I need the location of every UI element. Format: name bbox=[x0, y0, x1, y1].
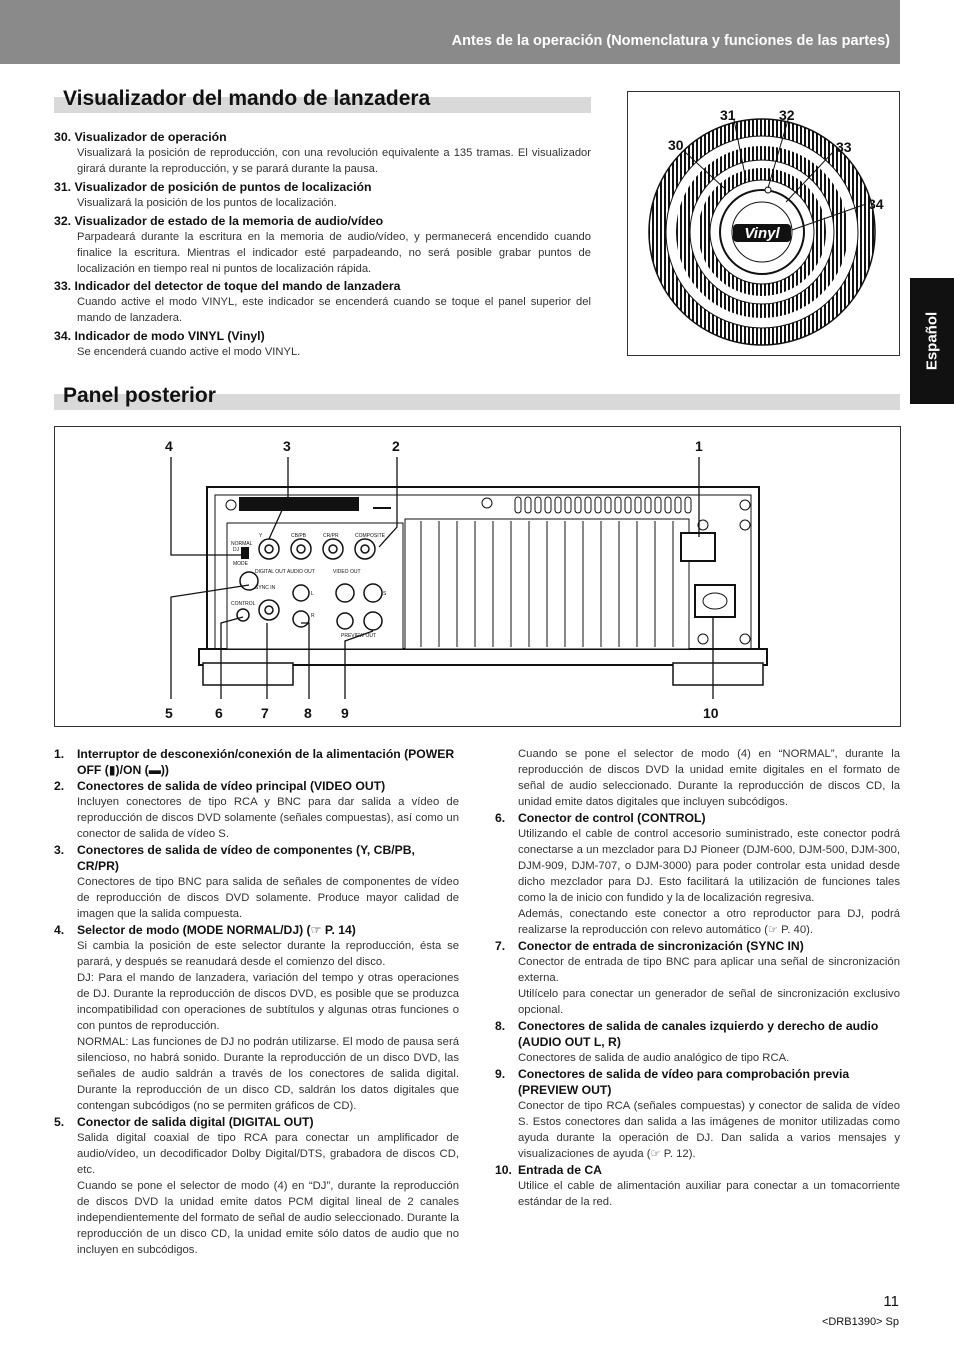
rear-panel-illustration bbox=[55, 427, 900, 726]
svg-text:Vinyl: Vinyl bbox=[744, 225, 780, 242]
label-dj: DJ bbox=[233, 547, 240, 553]
jog-dial-figure bbox=[627, 91, 900, 356]
label-digital-out: DIGITAL OUT bbox=[255, 569, 286, 575]
callout-31: 31 bbox=[720, 107, 736, 123]
right-column bbox=[495, 746, 900, 1210]
item-32: 32. Visualizador de estado de la memoria de audio/vídeo Parpadeará durante la escritura en la memoria de audio/vídeo, y permanecerá encendido cuando finalice la escritura. Mientras el indicador esté parpadeando, no será posible grabar puntos de localización en tiempo real ni puntos de localización rápida. bbox=[54, 214, 591, 275]
item-8: 8. Conectores de salida de canales izquierdo y derecho de audio (AUDIO OUT L, R) Conectores de salida de audio analógico de tipo RCA. bbox=[495, 1019, 879, 1064]
callout-5: 5 bbox=[165, 705, 173, 721]
item-5: 5. Conector de salida digital (DIGITAL OUT) Salida digital coaxial de tipo RCA para conectar un amplificador de audio/vídeo, un decodificador Dolby Digital/DTS, grabadora de discos CD, etc. Cuando se pone el selector de modo (4) en “DJ”, durante la reproducción de discos DVD la unidad emite datos PCM digital lineal de 2 canales independientemente del formato de señal de audio seleccionado. Durante la reproducción de un disco CD, la unidad emite sólo datos de audio que no incluyen en subcódigos. bbox=[54, 1115, 459, 1256]
item-4: 4. Selector de modo (MODE NORMAL/DJ) (☞ P. 14) Si cambia la posición de este selector durante la reproducción, ésta se parará, y después se reanudará desde el comienzo del disco. DJ: Para el mando de lanzadera, variación del tempo y otras operaciones de DJ. Durante la reproducción de discos DVD, es posible que se produzca incompatibilidad con operaciones de subtítulos y algunas otras funciones o con puntos de reproducción. NORMAL: Las funciones de DJ no podrán utilizarse. El modo de pausa será silencioso, no habrá sonido. Durante la reproducción de un disco DVD, las señales de audio saldrán a través de los conectores de salida digital. Durante la reproducción de un disco CD, saldrán los datos digitales que contengan subcódigos (no se permiten gráficos de CD). bbox=[54, 923, 459, 1112]
left-column bbox=[54, 746, 459, 1258]
rear-panel-figure bbox=[54, 426, 901, 727]
callout-8: 8 bbox=[304, 705, 312, 721]
label-cb: CB/PB bbox=[291, 533, 307, 539]
label-mode: MODE bbox=[233, 561, 248, 567]
callout-10: 10 bbox=[703, 705, 719, 721]
jog-dial-illustration bbox=[628, 92, 899, 355]
callout-30: 30 bbox=[668, 137, 684, 153]
language-tab-label: Español bbox=[923, 311, 941, 371]
label-audio-out: AUDIO OUT bbox=[287, 569, 315, 575]
callout-34: 34 bbox=[868, 196, 884, 212]
label-cr: CR/PR bbox=[323, 533, 339, 539]
section-title-rear-panel: Panel posterior bbox=[54, 394, 900, 410]
callout-7: 7 bbox=[261, 705, 269, 721]
label-r: R bbox=[311, 613, 315, 619]
item-9: 9. Conectores de salida de vídeo para comprobación previa (PREVIEW OUT) Conector de tipo RCA (señales compuestas) y conector de salida de vídeo S. Estos conectores dan salida a las imágenes de monitor utilizadas como ayuda durante la operación de DJ. Dan salida a varios mensajes y visualizaciones de ayuda (☞ P. 12). bbox=[495, 1067, 900, 1160]
label-y: Y bbox=[259, 533, 263, 539]
label-video-out: VIDEO OUT bbox=[333, 569, 361, 575]
item-3: 3. Conectores de salida de vídeo de componentes (Y, CB/PB, CR/PR) Conectores de tipo BNC para salida de señales de componentes de vídeo de reproducción de discos DVD solamente. Produce mayor calidad de imagen que la salida compuesta. bbox=[54, 843, 459, 920]
label-sync-in: SYNC IN bbox=[255, 585, 276, 591]
item-34: 34. Indicador de modo VINYL (Vinyl) Se encenderá cuando active el modo VINYL. bbox=[54, 329, 301, 358]
item-10: 10. Entrada de CA Utilice el cable de alimentación auxiliar para conectar a un tomacorriente estándar de la red. bbox=[495, 1163, 900, 1208]
section-title-shuttle: Visualizador del mando de lanzadera bbox=[54, 97, 591, 113]
document-code: <DRB1390> Sp bbox=[821, 1316, 899, 1328]
item-1: 1. Interruptor de desconexión/conexión de la alimentación (POWER OFF (▮)/ON (▬)) bbox=[54, 747, 455, 777]
page-number: 11 bbox=[883, 1293, 899, 1310]
header-title: Antes de la operación (Nomenclatura y funciones de las partes) bbox=[451, 33, 890, 49]
callout-32: 32 bbox=[779, 107, 795, 123]
label-control: CONTROL bbox=[231, 601, 256, 607]
digital-out-normal-note: Cuando se pone el selector de modo (4) en “NORMAL”, durante la reproducción de discos DVD la unidad emite digitales en el formato de señal de audio seleccionado. Durante la reproducción de discos CD, la unidad emite datos digitales que incluyen subcódigos. bbox=[518, 748, 900, 808]
callout-3: 3 bbox=[283, 438, 291, 454]
callout-33: 33 bbox=[836, 139, 852, 155]
callout-2: 2 bbox=[392, 438, 400, 454]
label-s: S bbox=[383, 591, 387, 597]
label-normal: NORMAL bbox=[231, 541, 253, 547]
language-tab bbox=[910, 278, 954, 404]
callout-9: 9 bbox=[341, 705, 349, 721]
label-l: L bbox=[311, 591, 314, 597]
callout-1: 1 bbox=[695, 438, 703, 454]
item-33: 33. Indicador del detector de toque del mando de lanzadera Cuando active el modo VINYL, este indicador se encenderá cuando se toque el panel superior del mando de lanzadera. bbox=[54, 279, 591, 324]
item-6: 6. Conector de control (CONTROL) Utilizando el cable de control accesorio suministrado, este conector podrá conectarse a un mezclador para DJ Pioneer (DJM-600, DJM-500, DJM-300, DJM-909, DJM-707, o DJM-3000) para poder controlar esta unidad desde dicho mezclador para DJ. Esto facilitará la utilización de funciones tales como la de inicio con fundido y la de localización regresiva. Además, conectando este conector a otro reproductor para DJ, podrá realizarse la reproducción con relevo automático (☞ P. 40). bbox=[495, 811, 900, 936]
label-composite: COMPOSITE bbox=[355, 533, 386, 539]
item-7: 7. Conector de entrada de sincronización (SYNC IN) Conector de entrada de tipo BNC para aplicar una señal de sincronización externa. Utilícelo para conectar un generador de señal de sincronización exclusivo opcional. bbox=[495, 939, 900, 1016]
item-30: 30. Visualizador de operación Visualizará la posición de reproducción, con una revolución equivalente a 135 tramas. El visualizador girará durante la reproducción, y se parará durante la pausa. bbox=[54, 130, 591, 175]
item-2: 2. Conectores de salida de vídeo principal (VIDEO OUT) Incluyen conectores de tipo RCA y BNC para dar salida a vídeo de reproducción de discos DVD solamente (señales compuestas), así como un conector de salida de vídeo S. bbox=[54, 779, 459, 840]
item-31: 31. Visualizador de posición de puntos de localización Visualizará la posición de los puntos de localización. bbox=[54, 180, 372, 209]
header-bar bbox=[0, 0, 900, 64]
callout-6: 6 bbox=[215, 705, 223, 721]
callout-4: 4 bbox=[165, 438, 173, 454]
label-preview-out: PREVIEW OUT bbox=[341, 633, 377, 639]
